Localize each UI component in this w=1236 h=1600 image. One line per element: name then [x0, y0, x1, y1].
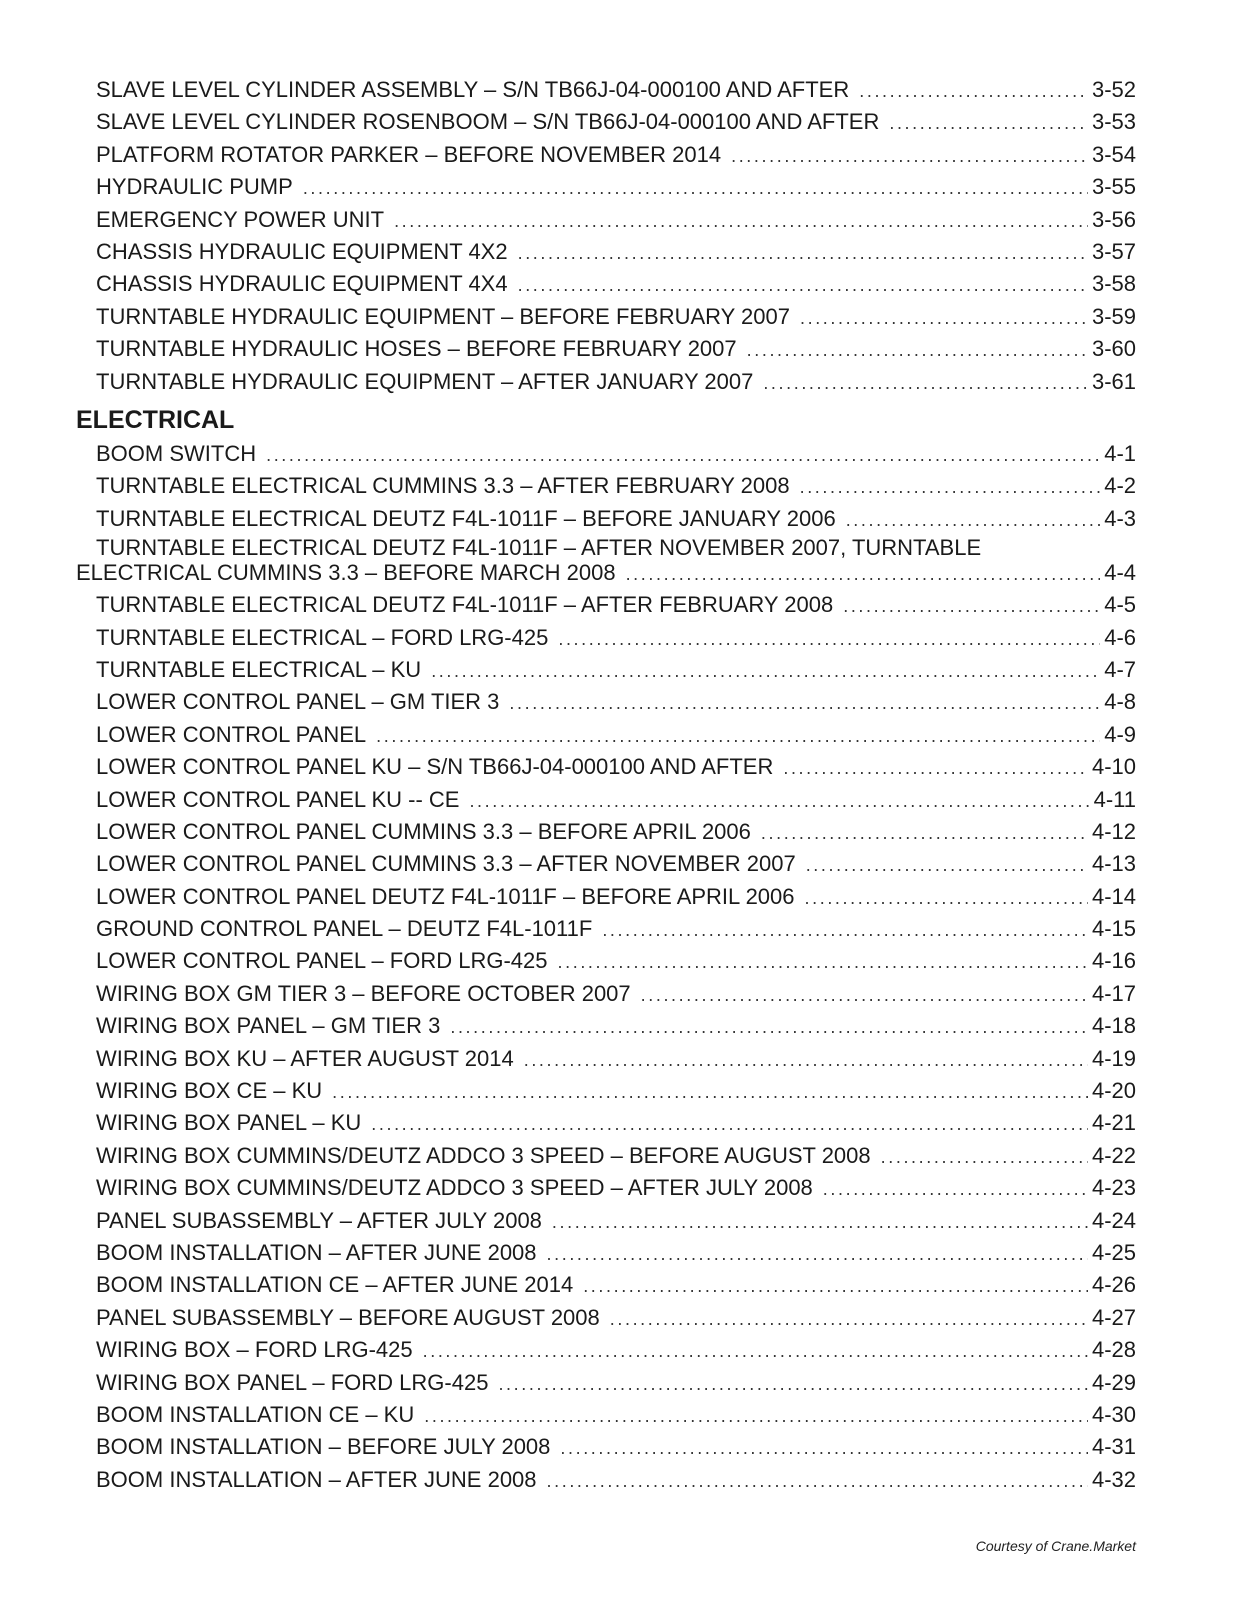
- toc-entry-page-number: 3-53: [1088, 106, 1136, 138]
- toc-entry: [0, 784, 1236, 816]
- toc-entry-page-number: 4-24: [1088, 1205, 1136, 1237]
- dot-leader: [371, 1108, 1136, 1139]
- dot-leader: [431, 655, 1136, 686]
- toc-entry-title: TURNTABLE ELECTRICAL CUMMINS 3.3 – AFTER FEBRUARY 2008: [96, 473, 790, 499]
- toc-entry-page-number: 4-10: [1088, 751, 1136, 783]
- dot-leader: [547, 1465, 1136, 1496]
- toc-entry-line: [96, 1302, 1136, 1334]
- dot-leader: [747, 334, 1136, 365]
- toc-entry-page-number: 4-26: [1088, 1269, 1136, 1301]
- toc-entry-page-number: 4-31: [1088, 1431, 1136, 1463]
- dot-leader: [376, 720, 1136, 751]
- dot-leader: [498, 1368, 1136, 1399]
- toc-entry-title: WIRING BOX CUMMINS/DEUTZ ADDCO 3 SPEED – AFTER JULY 2008: [96, 1175, 813, 1201]
- dot-leader: [303, 172, 1136, 203]
- toc-entry: [0, 74, 1236, 106]
- toc-entry-title: WIRING BOX CUMMINS/DEUTZ ADDCO 3 SPEED – BEFORE AUGUST 2008: [96, 1142, 871, 1168]
- toc-entry-title: SLAVE LEVEL CYLINDER ROSENBOOM – S/N TB66J-04-000100 AND AFTER: [96, 109, 880, 135]
- toc-entry-title: LOWER CONTROL PANEL: [96, 721, 367, 747]
- dot-leader: [423, 1335, 1136, 1366]
- dot-leader: [558, 623, 1136, 654]
- toc-entry-line: [76, 557, 1136, 589]
- toc-entry-title: PANEL SUBASSEMBLY – BEFORE AUGUST 2008: [96, 1304, 600, 1330]
- toc-entry-title: LOWER CONTROL PANEL CUMMINS 3.3 – AFTER NOVEMBER 2007: [96, 851, 796, 877]
- toc-entry-page-number: 4-9: [1100, 719, 1136, 751]
- toc-entry-line: [96, 848, 1136, 880]
- toc-list-hydraulic: [0, 74, 1236, 398]
- toc-entry-page-number: 4-2: [1100, 470, 1136, 502]
- toc-entry: [0, 1237, 1236, 1269]
- toc-entry-page-number: 4-18: [1088, 1010, 1136, 1042]
- toc-entry: [0, 1367, 1236, 1399]
- toc-entry: [0, 236, 1236, 268]
- toc-entry-page-number: 4-32: [1088, 1464, 1136, 1496]
- toc-entry-page-number: 3-61: [1088, 366, 1136, 398]
- toc-entry-line: [96, 913, 1136, 945]
- toc-entry-line: [96, 171, 1136, 203]
- toc-entry-line: [96, 139, 1136, 171]
- toc-entry-page-number: 4-11: [1090, 784, 1136, 816]
- toc-entry-title: WIRING BOX PANEL – GM TIER 3: [96, 1013, 441, 1039]
- toc-entry-line: [96, 366, 1136, 398]
- dot-leader: [469, 785, 1136, 816]
- dot-leader: [332, 1076, 1136, 1107]
- toc-entry-title: LOWER CONTROL PANEL CUMMINS 3.3 – BEFORE APRIL 2006: [96, 818, 751, 844]
- toc-entry: [0, 1107, 1236, 1139]
- toc-entry-title: CHASSIS HYDRAULIC EQUIPMENT 4X2: [96, 238, 508, 264]
- toc-entry-title: BOOM INSTALLATION – AFTER JUNE 2008: [96, 1239, 537, 1265]
- toc-entry-line: [96, 503, 1136, 535]
- toc-entry-title: WIRING BOX CE – KU: [96, 1078, 323, 1104]
- toc-entry-title: TURNTABLE HYDRAULIC EQUIPMENT – AFTER JANUARY 2007: [96, 368, 754, 394]
- dot-leader: [843, 590, 1136, 621]
- toc-entry-title: WIRING BOX PANEL – FORD LRG-425: [96, 1369, 489, 1395]
- toc-entry: [0, 268, 1236, 300]
- section-heading-electrical: ELECTRICAL: [76, 406, 235, 434]
- toc-entry: [0, 204, 1236, 236]
- dot-leader: [518, 237, 1136, 268]
- toc-entry: [0, 1431, 1236, 1463]
- dot-leader: [641, 979, 1136, 1010]
- toc-entry-page-number: 3-58: [1088, 268, 1136, 300]
- toc-entry-title: LOWER CONTROL PANEL KU – S/N TB66J-04-000100 AND AFTER: [96, 754, 774, 780]
- toc-entry-page-number: 3-59: [1088, 301, 1136, 333]
- dot-leader: [761, 817, 1136, 848]
- toc-entry-page-number: 4-28: [1088, 1334, 1136, 1366]
- toc-entry-title: BOOM INSTALLATION – AFTER JUNE 2008: [96, 1466, 537, 1492]
- toc-entry-page-number: 4-7: [1100, 654, 1136, 686]
- toc-entry: [0, 139, 1236, 171]
- toc-entry-line: [96, 106, 1136, 138]
- toc-entry: [0, 1302, 1236, 1334]
- toc-entry: [0, 1399, 1236, 1431]
- toc-entry-line: [96, 1043, 1136, 1075]
- dot-leader: [547, 1238, 1136, 1269]
- toc-entry-title: BOOM INSTALLATION CE – AFTER JUNE 2014: [96, 1272, 574, 1298]
- toc-entry-title: TURNTABLE ELECTRICAL – FORD LRG-425: [96, 624, 549, 650]
- dot-leader: [558, 946, 1136, 977]
- toc-entry-line: [96, 1140, 1136, 1172]
- toc-entry: [0, 978, 1236, 1010]
- toc-entry: [0, 913, 1236, 945]
- dot-leader: [800, 471, 1136, 502]
- toc-entry-line: [96, 1334, 1136, 1366]
- toc-entry-page-number: 4-13: [1088, 848, 1136, 880]
- toc-entry-page-number: 3-57: [1088, 236, 1136, 268]
- toc-entry: [0, 106, 1236, 138]
- toc-entry-line: [96, 881, 1136, 913]
- toc-entry: [0, 171, 1236, 203]
- toc-entry-line: [96, 719, 1136, 751]
- toc-entry: [0, 1205, 1236, 1237]
- toc-entry-line: [96, 333, 1136, 365]
- toc-entry-title: SLAVE LEVEL CYLINDER ASSEMBLY – S/N TB66J-04-000100 AND AFTER: [96, 77, 850, 102]
- dot-leader: [560, 1432, 1136, 1463]
- toc-entry-title: BOOM SWITCH: [96, 441, 257, 466]
- toc-entry-line: [96, 622, 1136, 654]
- toc-entry-title: PLATFORM ROTATOR PARKER – BEFORE NOVEMBER 2014: [96, 141, 722, 167]
- toc-entry-line: [96, 978, 1136, 1010]
- toc-entry-page-number: 4-19: [1088, 1043, 1136, 1075]
- dot-leader: [626, 558, 1136, 589]
- toc-entry: [0, 622, 1236, 654]
- toc-entry: [0, 535, 1236, 589]
- toc-entry: [0, 719, 1236, 751]
- toc-entry-title: WIRING BOX PANEL – KU: [96, 1110, 362, 1136]
- toc-entry-line: [96, 268, 1136, 300]
- toc-entry-line: [96, 1431, 1136, 1463]
- dot-leader: [552, 1206, 1136, 1237]
- toc-entry-page-number: 4-6: [1100, 622, 1136, 654]
- toc-entry: [0, 589, 1236, 621]
- toc-entry-page-number: 4-17: [1088, 978, 1136, 1010]
- toc-entry-line: [96, 589, 1136, 621]
- toc-entry: [0, 654, 1236, 686]
- dot-leader: [509, 687, 1136, 718]
- dot-leader: [763, 367, 1136, 398]
- toc-entry-line: [96, 1205, 1136, 1237]
- toc-entry-line: [96, 470, 1136, 502]
- dot-leader: [610, 1303, 1136, 1334]
- toc-entry-line: [96, 1464, 1136, 1496]
- toc-list-electrical: [0, 438, 1236, 1496]
- toc-entry: [0, 945, 1236, 977]
- toc-entry-title: LOWER CONTROL PANEL DEUTZ F4L-1011F – BEFORE APRIL 2006: [96, 883, 795, 909]
- dot-leader: [783, 752, 1136, 783]
- toc-entry-line: [96, 1367, 1136, 1399]
- toc-entry-title: TURNTABLE ELECTRICAL – KU: [96, 656, 422, 682]
- dot-leader: [424, 1400, 1136, 1431]
- dot-leader: [731, 140, 1136, 171]
- toc-entry-line: [96, 1269, 1136, 1301]
- toc-entry-line: [96, 1010, 1136, 1042]
- toc-entry-line: [96, 686, 1136, 718]
- toc-entry: [0, 751, 1236, 783]
- toc-entry-line: [96, 204, 1136, 236]
- toc-entry-title: WIRING BOX KU – AFTER AUGUST 2014: [96, 1045, 514, 1071]
- toc-entry-line: [96, 438, 1136, 470]
- dot-leader: [805, 882, 1136, 913]
- toc-entry-page-number: 4-16: [1088, 945, 1136, 977]
- dot-leader: [846, 504, 1136, 535]
- toc-entry-title: WIRING BOX GM TIER 3 – BEFORE OCTOBER 2007: [96, 980, 631, 1006]
- toc-entry-page-number: 3-56: [1088, 204, 1136, 236]
- toc-entry-line: [96, 784, 1136, 816]
- toc-entry-line: [96, 1172, 1136, 1204]
- toc-entry-title: LOWER CONTROL PANEL – FORD LRG-425: [96, 948, 548, 974]
- footer-credit: Courtesy of Crane.Market: [975, 1538, 1136, 1554]
- toc-entry-line: [96, 1075, 1136, 1107]
- toc-entry-line: [96, 236, 1136, 268]
- toc-entry: [0, 301, 1236, 333]
- toc-entry-page-number: 4-3: [1100, 503, 1136, 535]
- toc-entry-page-number: 3-52: [1088, 74, 1136, 106]
- toc-entry: [0, 1075, 1236, 1107]
- toc-entry-title: BOOM INSTALLATION CE – KU: [96, 1401, 415, 1427]
- toc-entry-line: [96, 301, 1136, 333]
- dot-leader: [266, 439, 1136, 470]
- toc-entry-page-number: 4-30: [1088, 1399, 1136, 1431]
- toc-entry-page-number: 4-25: [1088, 1237, 1136, 1269]
- toc-entry-page-number: 4-20: [1088, 1075, 1136, 1107]
- toc-entry-page-number: 4-14: [1088, 881, 1136, 913]
- toc-entry-line: [96, 945, 1136, 977]
- toc-entry-page-number: 4-5: [1100, 589, 1136, 621]
- toc-entry: [0, 1269, 1236, 1301]
- toc-entry: [0, 366, 1236, 398]
- toc-entry-page-number: 4-15: [1088, 913, 1136, 945]
- toc-entry-title: PANEL SUBASSEMBLY – AFTER JULY 2008: [96, 1207, 542, 1233]
- toc-entry-page-number: 4-1: [1100, 438, 1136, 470]
- dot-leader: [518, 269, 1136, 300]
- toc-entry-title: TURNTABLE HYDRAULIC HOSES – BEFORE FEBRUARY 2007: [96, 336, 737, 362]
- toc-entry-title: HYDRAULIC PUMP: [96, 174, 293, 200]
- toc-entry: [0, 1334, 1236, 1366]
- toc-entry-page-number: 4-23: [1088, 1172, 1136, 1204]
- toc-entry: [0, 438, 1236, 470]
- toc-entry-title: LOWER CONTROL PANEL KU -- CE: [96, 786, 460, 812]
- toc-entry-title: BOOM INSTALLATION – BEFORE JULY 2008: [96, 1434, 551, 1460]
- dot-leader: [450, 1011, 1136, 1042]
- dot-leader: [394, 205, 1136, 236]
- toc-entry-page-number: 4-29: [1088, 1367, 1136, 1399]
- toc-entry-title: CHASSIS HYDRAULIC EQUIPMENT 4X4: [96, 271, 508, 297]
- toc-entry-line: [96, 654, 1136, 686]
- toc-entry: [0, 1010, 1236, 1042]
- toc-entry-page-number: 4-21: [1088, 1107, 1136, 1139]
- toc-entry-page-number: 3-60: [1088, 333, 1136, 365]
- dot-leader: [583, 1270, 1136, 1301]
- toc-entry-page-number: 3-54: [1088, 139, 1136, 171]
- toc-entry-line: [96, 1107, 1136, 1139]
- toc-entry-page-number: 4-8: [1100, 686, 1136, 718]
- dot-leader: [806, 849, 1136, 880]
- dot-leader: [602, 914, 1136, 945]
- toc-entry-page-number: 3-55: [1088, 171, 1136, 203]
- dot-leader: [800, 302, 1136, 333]
- toc-entry-page-number: 4-12: [1088, 816, 1136, 848]
- toc-entry: [0, 881, 1236, 913]
- toc-entry-title: LOWER CONTROL PANEL – GM TIER 3: [96, 689, 500, 715]
- toc-entry-line: [96, 1399, 1136, 1431]
- toc-entry: [0, 1464, 1236, 1496]
- toc-entry-title: GROUND CONTROL PANEL – DEUTZ F4L-1011F: [96, 916, 593, 942]
- toc-entry: [0, 333, 1236, 365]
- toc-entry-line: [96, 751, 1136, 783]
- toc-entry-title: WIRING BOX – FORD LRG-425: [96, 1337, 413, 1363]
- toc-entry-title: TURNTABLE ELECTRICAL DEUTZ F4L-1011F – AFTER FEBRUARY 2008: [96, 592, 834, 618]
- toc-entry-title: TURNTABLE ELECTRICAL DEUTZ F4L-1011F – BEFORE JANUARY 2006: [96, 505, 836, 531]
- toc-entry: [0, 848, 1236, 880]
- toc-entry: [0, 816, 1236, 848]
- dot-leader: [524, 1044, 1136, 1075]
- toc-entry: [0, 470, 1236, 502]
- toc-entry-title: TURNTABLE HYDRAULIC EQUIPMENT – BEFORE FEBRUARY 2007: [96, 303, 790, 329]
- toc-entry-title: ELECTRICAL CUMMINS 3.3 – BEFORE MARCH 2008: [76, 560, 616, 586]
- toc-entry: [0, 503, 1236, 535]
- toc-entry-page-number: 4-4: [1100, 557, 1136, 589]
- toc-entry-line: [96, 1237, 1136, 1269]
- toc-entry-line: [96, 74, 1136, 106]
- toc-entry: [0, 1172, 1236, 1204]
- toc-entry-title: EMERGENCY POWER UNIT: [96, 206, 385, 232]
- toc-entry: [0, 1043, 1236, 1075]
- toc-entry-page-number: 4-27: [1088, 1302, 1136, 1334]
- toc-entry-page-number: 4-22: [1088, 1140, 1136, 1172]
- toc-entry-title-line1: TURNTABLE ELECTRICAL DEUTZ F4L-1011F – AFTER NOVEMBER 2007, TURNTABLE: [96, 535, 982, 561]
- toc-entry: [0, 686, 1236, 718]
- toc-entry: [0, 1140, 1236, 1172]
- toc-entry-line: [96, 816, 1136, 848]
